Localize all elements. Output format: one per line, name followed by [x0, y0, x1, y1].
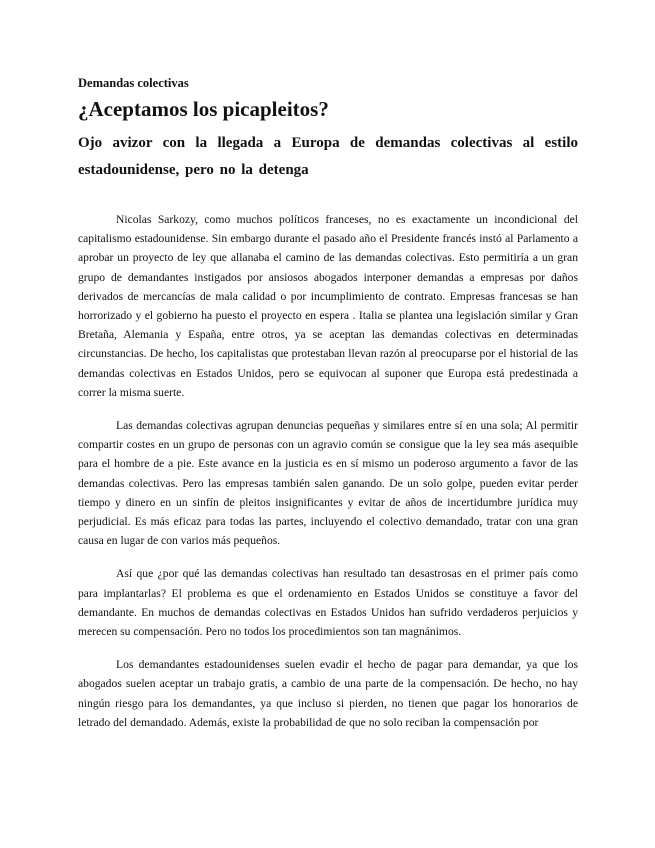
article-subtitle: Ojo avizor con la llegada a Europa de demandas colectivas al estilo estadounidense, pero no la detenga: [78, 135, 578, 178]
paragraph-2: Las demandas colectivas agrupan denuncias pequeñas y similares entre sí en una sola; Al permitir compartir costes en un grupo de personas con un agravio común se consigue que la ley sea más asequible para el hombre de a pie. Este avance en la justicia es en sí mismo un poderoso argumento a favor de las demandas colectivas. Pero las empresas también salen ganando. De un solo golpe, pueden evitar perder tiempo y dinero en un sinfín de pleitos insignificantes y evitar de años de incertidumbre jurídica muy perjudicial. Es más eficaz para todas las partes, incluyendo el colectivo demandado, tratar con una gran causa en lugar de con varios más pequeños.: [78, 419, 578, 548]
document-page: [78, 74, 578, 746]
article-title: ¿Aceptamos los picapleitos?: [78, 97, 329, 121]
paragraph-1: Nicolas Sarkozy, como muchos políticos franceses, no es exactamente un incondicional del capitalismo estadounidense. Sin embargo durante el pasado año el Presidente francés instó al Parlamento a aprobar un proyecto de ley que allanaba el camino de las demandas colectivas. Esto permitiría a un gran grupo de demandantes instigados por ansiosos abogados interponer demandas a empresas por daños derivados de mercancías de mala calidad o por incumplimiento de contrato. Empresas francesas se han horrorizado y el gobierno ha puesto el proyecto en espera . Italia se plantea una legislación similar y Gran Bretaña, Alemania y España, entre otros, ya se aceptan las demandas colectivas en determinadas circunstancias. De hecho, los capitalistas que protestaban llevan razón al preocuparse por el historial de las demandas colectivas en Estados Unidos, pero se equivocan al suponer que Europa está predestinada a correr la misma suerte.: [78, 213, 578, 399]
article-body: [78, 210, 578, 732]
paragraph-4: Los demandantes estadounidenses suelen evadir el hecho de pagar para demandar, ya que los abogados suelen aceptar un trabajo gratis, a cambio de una parte de la compensación. De hecho, no hay ningún riesgo para los demandantes, ya que incluso si pierden, no tienen que pagar los honorarios de letrado del demandado. Además, existe la probabilidad de que no solo reciban la compensación por: [78, 658, 578, 729]
paragraph-3: Así que ¿por qué las demandas colectivas han resultado tan desastrosas en el primer país como para implantarlas? El problema es que el ordenamiento en Estados Unidos se constituye a favor del demandante. En muchos de demandas colectivas en Estados Unidos han sufrido verdaderos perjuicios y merecen su compensación. Pero no todos los procedimientos son tan magnánimos.: [78, 567, 578, 639]
section-label: Demandas colectivas: [78, 76, 189, 90]
